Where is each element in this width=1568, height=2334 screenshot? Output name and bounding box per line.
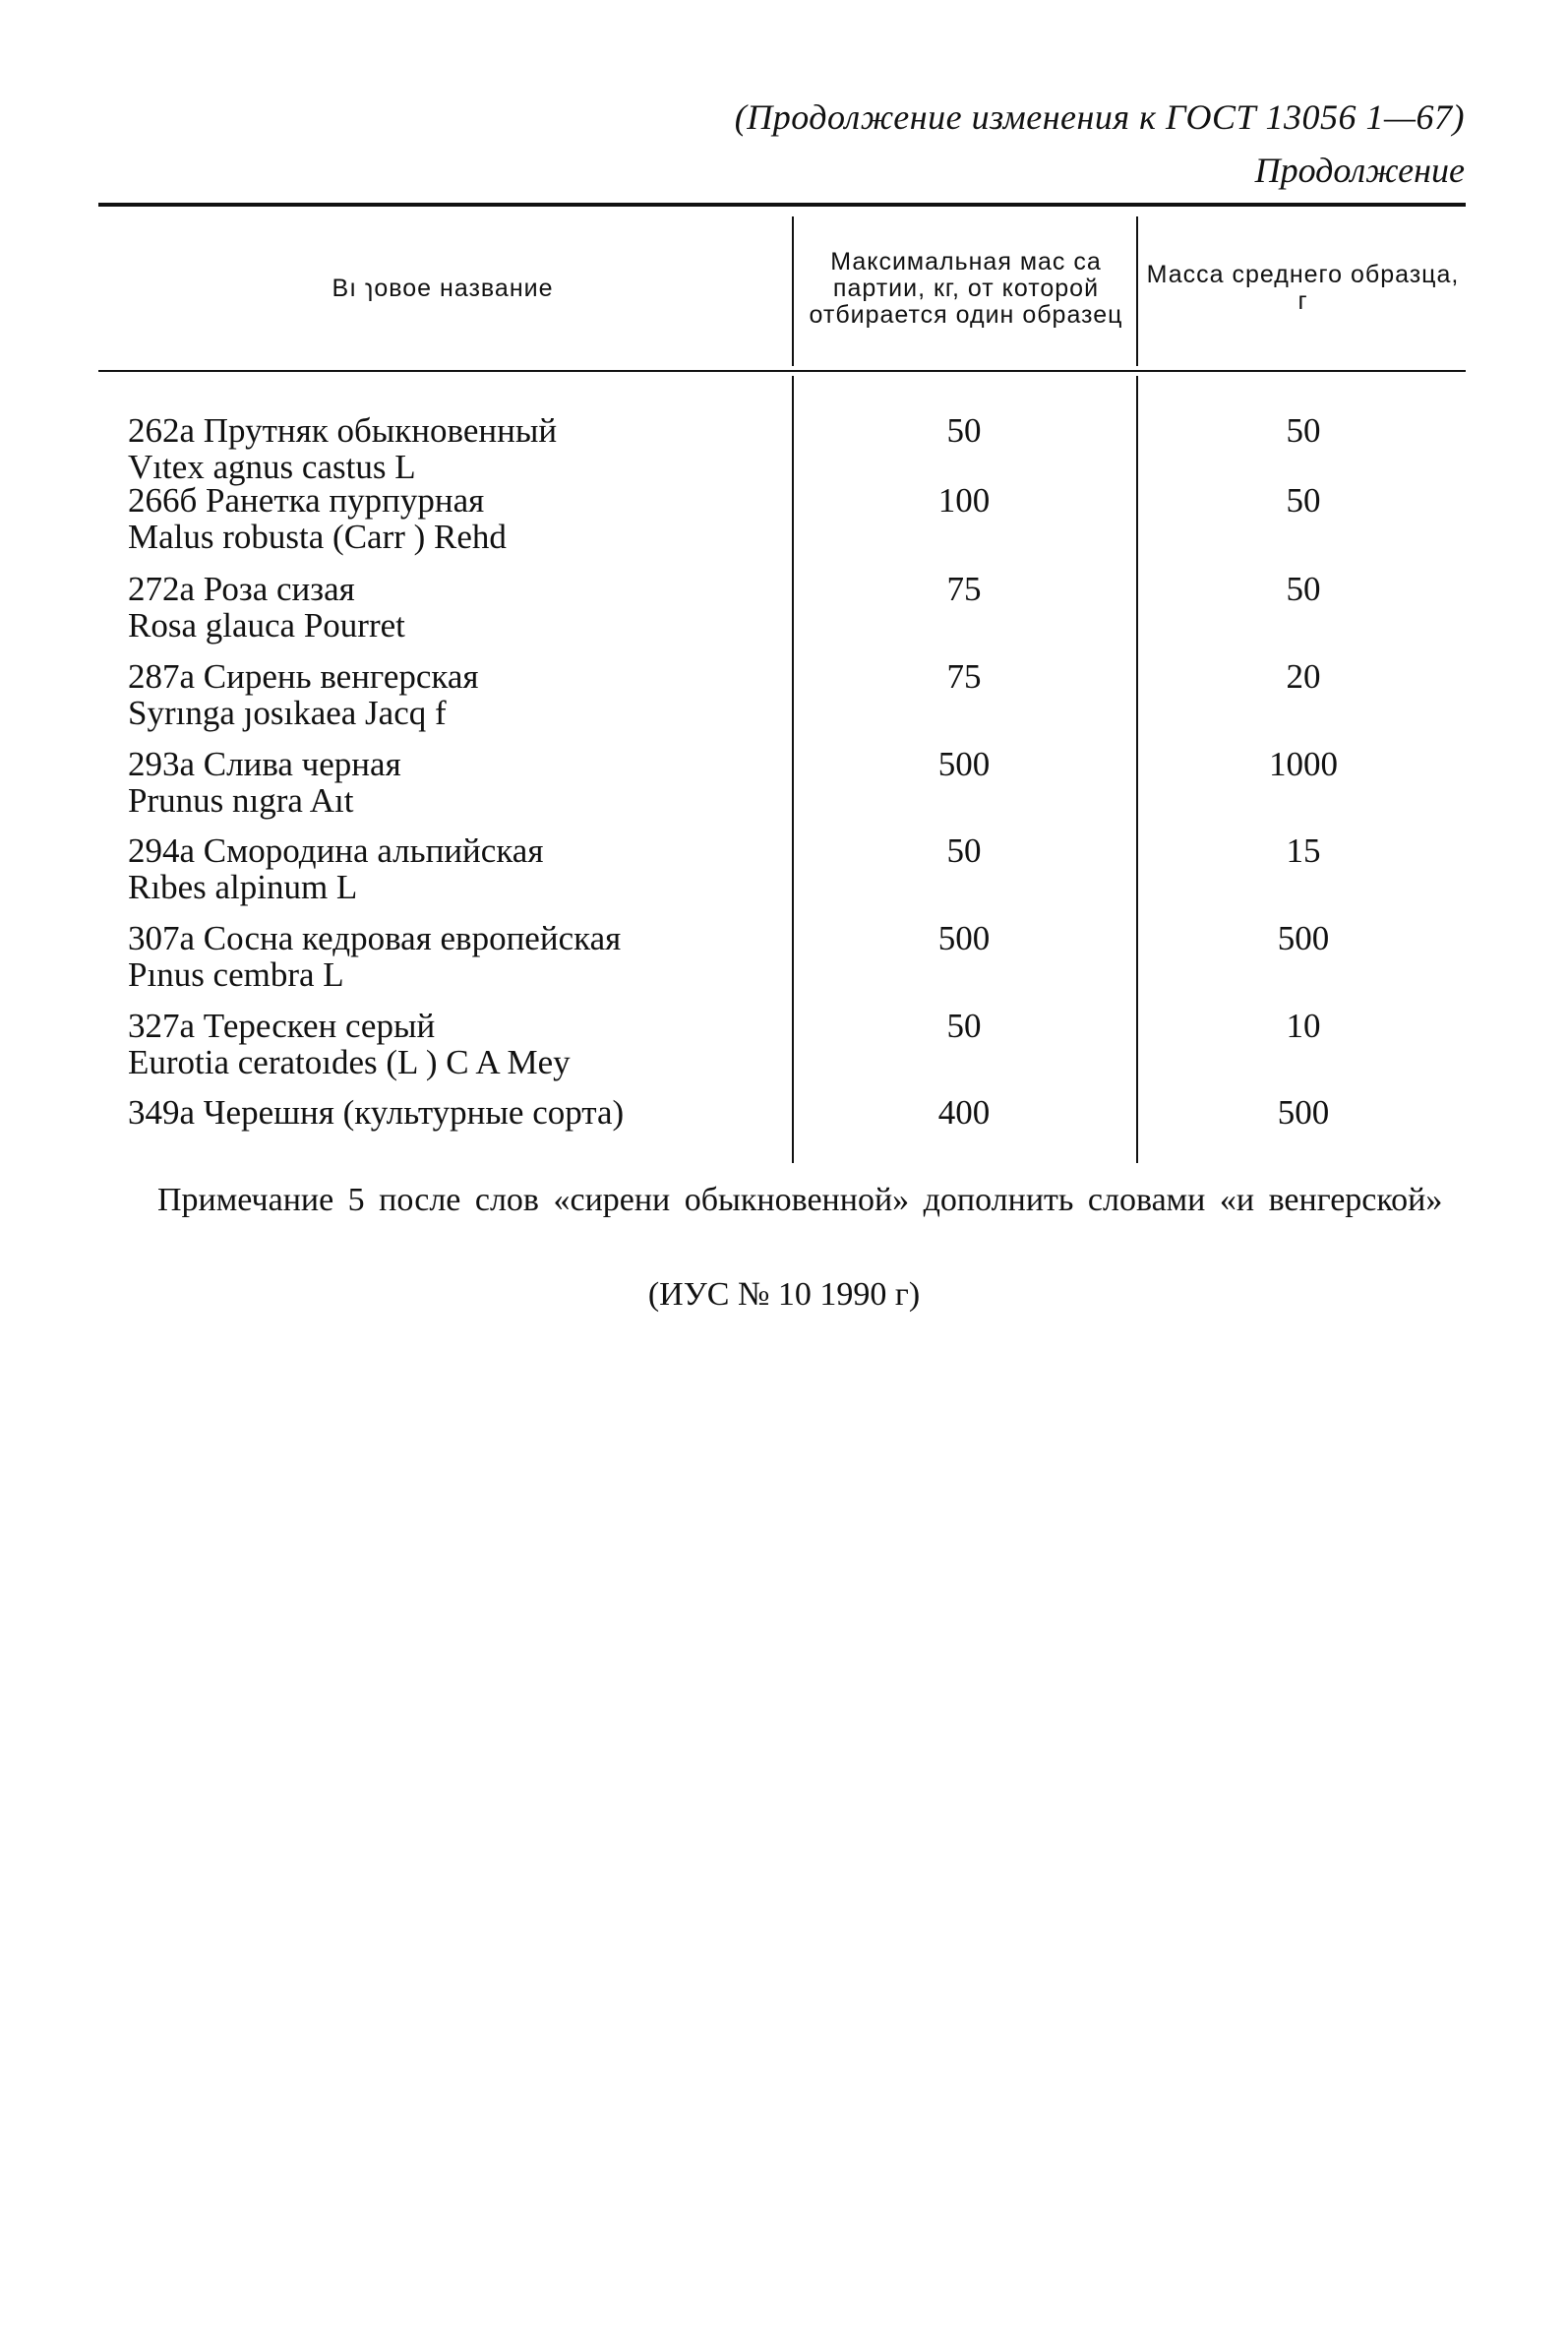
sample-mass: 50: [1286, 570, 1321, 608]
sample-mass: 10: [1286, 1007, 1321, 1045]
sample-mass: 1000: [1269, 745, 1338, 783]
max-batch-mass: 75: [946, 657, 982, 696]
max-batch-mass: 500: [937, 919, 991, 957]
species-latin: Rosa glauca Pourret: [128, 606, 405, 645]
species-latin: Pınus cembra L: [128, 955, 344, 994]
max-batch-mass: 50: [946, 411, 982, 450]
max-batch-mass: 500: [937, 745, 991, 783]
species-latin: Eurotia ceratoıdes (L ) C A Mey: [128, 1043, 571, 1081]
note-paragraph: Примечание 5 после слов «сирени обыкновенной» дополнить словами «и венгерской»: [157, 1182, 1443, 1218]
species-latin: Malus robusta (Carr ) Rehd: [128, 518, 507, 556]
page-header-title: (Продолжение изменения к ГОСТ 13056 1—67): [734, 97, 1465, 137]
max-batch-mass: 400: [937, 1093, 991, 1132]
sample-mass: 20: [1286, 657, 1321, 696]
max-batch-mass: 50: [946, 831, 982, 870]
max-batch-mass: 75: [946, 570, 982, 608]
column-divider-2-header: [1136, 216, 1138, 366]
sample-mass: 500: [1277, 1093, 1330, 1132]
species-name: 293а Слива черная: [128, 745, 401, 783]
table-header-rule: [98, 370, 1466, 372]
species-name: 327а Терескен серый: [128, 1007, 436, 1045]
max-batch-mass: 100: [937, 481, 991, 520]
column-header-sample-mass: Масса среднего образца, г: [1146, 261, 1460, 315]
sample-mass: 50: [1286, 481, 1321, 520]
column-header-max-mass: Максимальная мас са партии, кг, от которой отбирается один образец: [809, 247, 1123, 329]
species-latin: Prunus nıgra Aıt: [128, 781, 354, 820]
max-batch-mass: 50: [946, 1007, 982, 1045]
sample-mass: 500: [1277, 919, 1330, 957]
sample-mass: 50: [1286, 411, 1321, 450]
sample-mass: 15: [1286, 831, 1321, 870]
species-latin: Rıbes alpinum L: [128, 868, 358, 906]
species-name: 262а Прутняк обыкновенный: [128, 411, 558, 450]
ius-reference: (ИУС № 10 1990 г): [647, 1276, 921, 1313]
species-name: 349а Черешня (культурные сорта): [128, 1093, 625, 1132]
column-divider-1-header: [792, 216, 794, 366]
column-header-name: Вı ɿовое название: [332, 274, 554, 302]
species-name: 287а Сирень венгерская: [128, 657, 479, 696]
species-latin: Vıtex agnus castus L: [128, 448, 416, 486]
species-latin: Syrınga ȷosıkaea Jacq f: [128, 694, 447, 732]
species-name: 266б Ранетка пурпурная: [128, 481, 485, 520]
species-name: 294а Смородина альпийская: [128, 831, 544, 870]
species-name: 307а Сосна кедровая европейская: [128, 919, 622, 957]
species-name: 272а Роза сизая: [128, 570, 355, 608]
page-header-subtitle: Продолжение: [1254, 151, 1465, 190]
